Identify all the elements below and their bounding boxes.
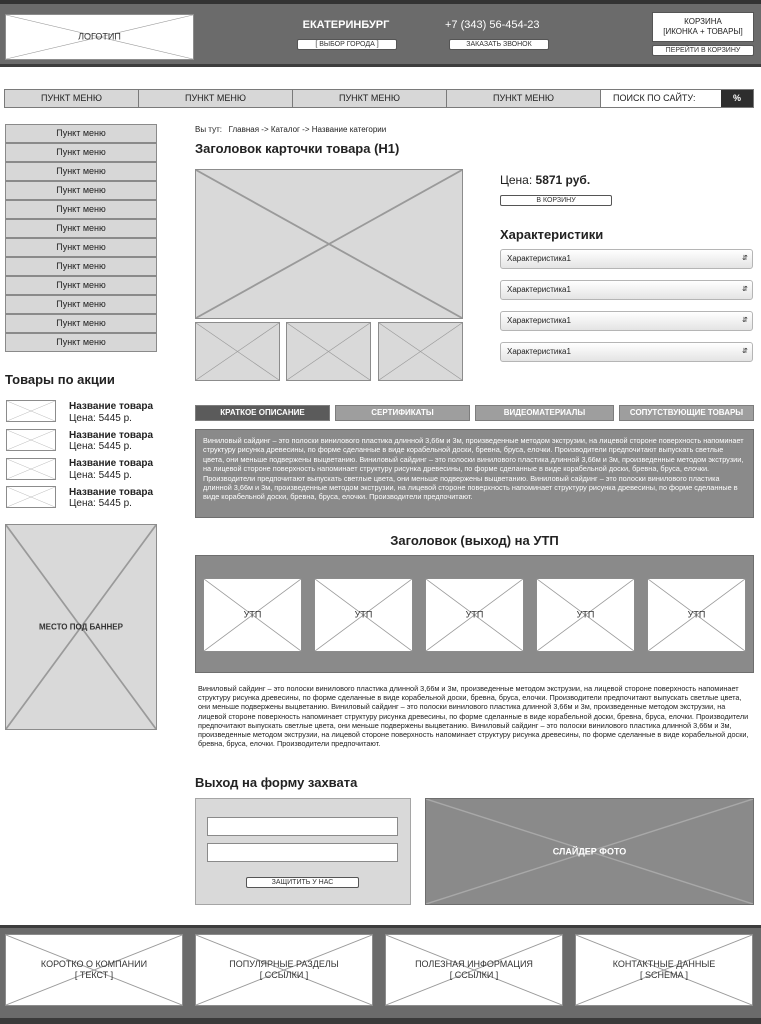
spec-select[interactable] <box>500 311 753 331</box>
specs-title: Характеристики <box>500 227 604 242</box>
city-select-button[interactable]: [ ВЫБОР ГОРОДА ] <box>297 39 397 50</box>
image-placeholder-icon <box>196 323 279 380</box>
sidebar-item[interactable]: Пункт меню <box>5 181 157 200</box>
footer-block-subtitle: [ ТЕКСТ ] <box>74 970 114 980</box>
footer-block-label <box>386 959 562 981</box>
sidebar-item[interactable]: Пункт меню <box>5 219 157 238</box>
image-placeholder-icon <box>7 487 55 507</box>
sidebar-item[interactable]: Пункт меню <box>5 200 157 219</box>
city-name: ЕКАТЕРИНБУРГ <box>302 19 390 31</box>
sidebar-item[interactable]: Пункт меню <box>5 143 157 162</box>
tab-content <box>195 429 754 518</box>
utp-label: УТП <box>243 609 262 620</box>
price <box>500 173 590 187</box>
promo-image[interactable] <box>6 400 56 422</box>
utp-title: Заголовок (выход) на УТП <box>390 533 559 548</box>
spec-select[interactable] <box>500 280 753 300</box>
footer-block-title: КОНТАКТНЫЕ ДАННЫЕ <box>612 959 716 969</box>
phone-number: +7 (343) 56-454-23 <box>445 19 540 31</box>
spec-select-value: Характеристика1 <box>507 285 571 294</box>
promo-image[interactable] <box>6 486 56 508</box>
utp-item[interactable] <box>536 578 635 652</box>
breadcrumb-links[interactable]: Главная -> Каталог -> Название категории <box>228 125 387 134</box>
promo-image[interactable] <box>6 458 56 480</box>
spec-select[interactable] <box>500 249 753 269</box>
footer-block-info[interactable] <box>385 934 563 1006</box>
tab-certificates[interactable]: СЕРТИФИКАТЫ <box>335 405 470 421</box>
footer-block-subtitle: [ SCHEMA ] <box>639 970 688 980</box>
footer-block-about[interactable] <box>5 934 183 1006</box>
product-thumbnail[interactable] <box>378 322 463 381</box>
product-thumbnail[interactable] <box>195 322 280 381</box>
sidebar-item[interactable]: Пункт меню <box>5 238 157 257</box>
utp-item[interactable] <box>203 578 302 652</box>
capture-field-2[interactable] <box>207 843 398 862</box>
sidebar-item[interactable]: Пункт меню <box>5 295 157 314</box>
tab-videos[interactable]: ВИДЕОМАТЕРИАЛЫ <box>475 405 614 421</box>
spec-select-value: Характеристика1 <box>507 316 571 325</box>
select-arrows-icon: ⇵ <box>742 317 748 324</box>
utp-label: УТП <box>576 609 595 620</box>
tab-related-products[interactable]: СОПУТСТВУЮЩИЕ ТОВАРЫ <box>619 405 754 421</box>
breadcrumb-prefix: Вы тут: <box>195 125 222 134</box>
footer-block-label <box>576 959 752 981</box>
callback-button[interactable]: ЗАКАЗАТЬ ЗВОНОК <box>449 39 549 50</box>
spec-select[interactable] <box>500 342 753 362</box>
sidebar-item[interactable]: Пункт меню <box>5 333 157 352</box>
spec-select-value: Характеристика1 <box>507 254 571 263</box>
cart-icon-items: [ИКОНКА + ТОВАРЫ] <box>663 27 743 36</box>
promo-name[interactable]: Название товара <box>69 401 154 412</box>
cart-title: КОРЗИНА <box>684 17 722 26</box>
footer-block-title: КОРОТКО О КОМПАНИИ <box>40 959 148 969</box>
utp-item[interactable] <box>425 578 524 652</box>
sidebar-item[interactable]: Пункт меню <box>5 276 157 295</box>
promo-title: Товары по акции <box>5 372 115 387</box>
seo-text: Виниловый сайдинг – это полоски винилового пластика длинной 3,66м и 3м, произведенные методом экструзии, на лицевой стороне поверхность напоминает структуру рисунка древесины, по форме сделанные в виде корабельной доски, бревна, бруса, елочки. Производители предпочитают выпускать светлые цвета, они меньше подвержены выцветанию. Виниловый сайдинг – это полоски винилового пластика длинной 3,66м и 3м, произведенные методом экструзии, на лицевой стороне поверхность напоминает структуру рисунка древесины, по форме сделанные в виде корабельной доски, бревна, бруса, елочки. Производители предпочитают выпускать светлые цвета, они меньше подвержены выцветанию. Виниловый сайдинг – это полоски винилового пластика длинной 3,66м и 3м, произведенные методом экструзии, на лицевой стороне поверхность напоминает структуру рисунка древесины, по форме сделанные в виде корабельной доски, бревна, бруса, елочки. Производители предпочитают. <box>198 684 749 749</box>
footer-block-contacts[interactable] <box>575 934 753 1006</box>
product-thumbnail[interactable] <box>286 322 371 381</box>
tab-short-description[interactable]: КРАТКОЕ ОПИСАНИЕ <box>195 405 330 421</box>
sidebar-item[interactable]: Пункт меню <box>5 124 157 143</box>
cart-widget[interactable] <box>652 12 754 42</box>
image-placeholder-icon <box>7 459 55 479</box>
select-arrows-icon: ⇵ <box>742 348 748 355</box>
select-arrows-icon: ⇵ <box>742 255 748 262</box>
promo-price: Цена: 5445 р. <box>69 470 132 481</box>
logo-label: ЛОГОТИП <box>78 31 121 42</box>
capture-submit-button[interactable]: ЗАЩИТИТЬ У НАС <box>246 877 359 888</box>
slider-label: СЛАЙДЕР ФОТО <box>552 846 627 856</box>
footer-block-label <box>196 959 372 981</box>
footer-block-subtitle: [ ССЫЛКИ ] <box>449 970 499 980</box>
utp-label: УТП <box>354 609 373 620</box>
footer-block-sections[interactable] <box>195 934 373 1006</box>
image-placeholder-icon <box>287 323 370 380</box>
promo-name[interactable]: Название товара <box>69 487 154 498</box>
utp-item[interactable] <box>647 578 746 652</box>
menu-item[interactable]: ПУНКТ МЕНЮ <box>5 90 139 107</box>
utp-label: УТП <box>687 609 706 620</box>
page-title: Заголовок карточки товара (H1) <box>195 141 400 156</box>
promo-price: Цена: 5445 р. <box>69 413 132 424</box>
price-label: Цена: <box>500 173 533 187</box>
utp-label: УТП <box>465 609 484 620</box>
footer-block-title: ПОПУЛЯРНЫЕ РАЗДЕЛЫ <box>229 959 339 969</box>
menu-item[interactable]: ПУНКТ МЕНЮ <box>447 90 601 107</box>
menu-item[interactable]: ПУНКТ МЕНЮ <box>139 90 293 107</box>
footer-block-title: ПОЛЕЗНАЯ ИНФОРМАЦИЯ <box>415 959 533 969</box>
price-value: 5871 руб. <box>535 173 591 187</box>
banner-placeholder[interactable] <box>5 524 157 730</box>
capture-field-1[interactable] <box>207 817 398 836</box>
promo-price: Цена: 5445 р. <box>69 441 132 452</box>
logo[interactable] <box>5 14 194 60</box>
footer-block-label <box>6 959 182 981</box>
main-menu <box>4 89 754 108</box>
spec-select-value: Характеристика1 <box>507 347 571 356</box>
sidebar-item[interactable]: Пункт меню <box>5 162 157 181</box>
capture-title: Выход на форму захвата <box>195 775 358 790</box>
sidebar-item[interactable]: Пункт меню <box>5 257 157 276</box>
image-placeholder-icon <box>196 170 462 318</box>
photo-slider[interactable] <box>425 798 754 905</box>
product-main-image[interactable] <box>195 169 463 319</box>
promo-name[interactable]: Название товара <box>69 430 154 441</box>
promo-name[interactable]: Название товара <box>69 458 154 469</box>
description-text: Виниловый сайдинг – это полоски винилового пластика длинной 3,66м и 3м, произведенные методом экструзии, на лицевой стороне поверхность напоминает структуру рисунка древесины, по форме сделанные в виде корабельной доски, бревна, бруса, елочки. Производители предпочитают выпускать светлые цвета, они меньше подвержены выцветанию. Виниловый сайдинг – это полоски винилового пластика длинной 3,66м и 3м, произведенные методом экструзии, на лицевой стороне поверхность напоминает структуру рисунка древесины, по форме сделанные в виде корабельной доски, бревна, бруса, елочки. Производители предпочитают выпускать светлые цвета, они меньше подвержены выцветанию. Виниловый сайдинг – это полоски винилового пластика длинной 3,66м и 3м, произведенные методом экструзии, на лицевой стороне поверхность напоминает структуру рисунка древесины, по форме сделанные в виде корабельной доски, бревна, бруса, елочки. Производители предпочитают. <box>203 436 744 502</box>
image-placeholder-icon <box>7 430 55 450</box>
search-input[interactable]: ПОИСК ПО САЙТУ: <box>601 90 721 107</box>
footer-block-subtitle: [ ССЫЛКИ ] <box>259 970 309 980</box>
go-to-cart-button[interactable]: ПЕРЕЙТИ В КОРЗИНУ <box>652 45 754 56</box>
image-placeholder-icon <box>7 401 55 421</box>
search-button[interactable]: % <box>721 90 753 107</box>
image-placeholder-icon <box>379 323 462 380</box>
sidebar-item[interactable]: Пункт меню <box>5 314 157 333</box>
add-to-cart-button[interactable]: В КОРЗИНУ <box>500 195 612 206</box>
promo-price: Цена: 5445 р. <box>69 498 132 509</box>
promo-image[interactable] <box>6 429 56 451</box>
banner-label: МЕСТО ПОД БАННЕР <box>39 622 123 632</box>
menu-item[interactable]: ПУНКТ МЕНЮ <box>293 90 447 107</box>
header <box>0 4 761 67</box>
utp-item[interactable] <box>314 578 413 652</box>
breadcrumb <box>195 125 386 134</box>
select-arrows-icon: ⇵ <box>742 286 748 293</box>
